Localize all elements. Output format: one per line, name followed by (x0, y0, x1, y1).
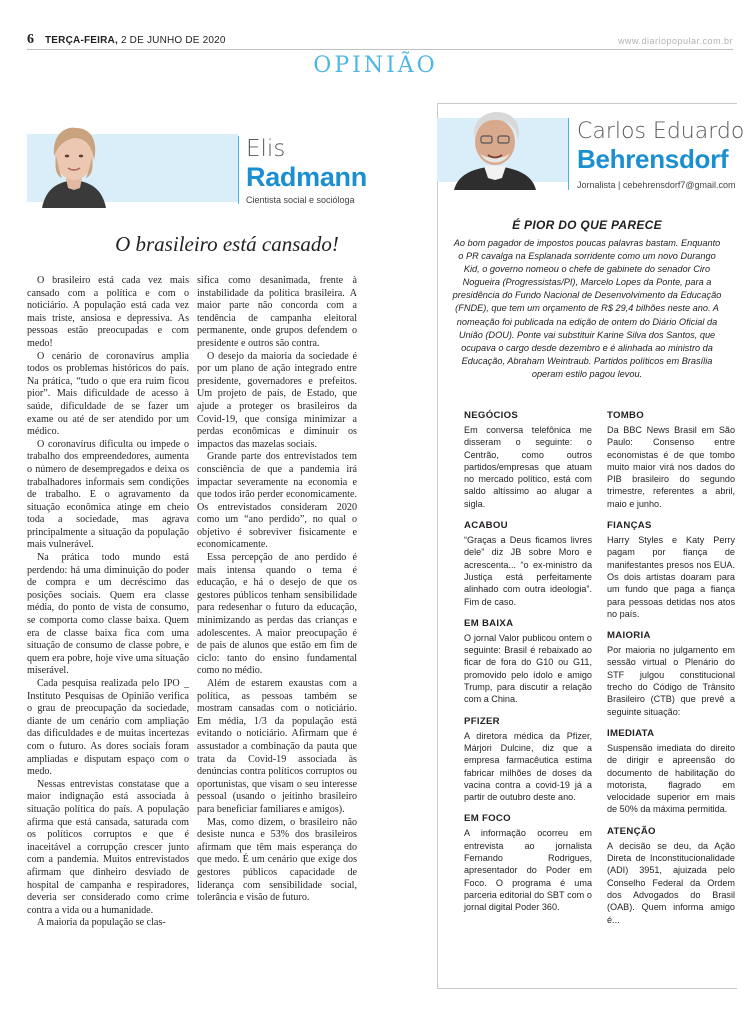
note-text: A diretora médica da Pfizer, Márjori Dulcine, diz que a empresa farmacêutica estima fabricar milhões de doses da vacina contra a covid-19 já a partir de outubro deste ano. (464, 730, 592, 803)
note-text: A decisão se deu, da Ação Direta de Inconstitucionalidade (ADI) 3951, ajuizada pelo Conselho Federal da Ordem dos Advogados do Brasil (OAB). Quem informa amigo é... (607, 840, 735, 925)
note-item (607, 728, 735, 816)
author-first-name-left: Elis (246, 136, 286, 162)
paragraph: Mas, como dizem, o brasileiro não desiste nunca e 53% dos brasileiros afirmam que têm mais esperança do que medo. É um cenário que exige dos gestores públicos capacidade de liderança com sensibilidade social, tolerância e visão de futuro. (197, 816, 357, 904)
paragraph: O desejo da maioria da sociedade é por um plano de ação integrado entre presidente, governadores e prefeitos. Um projeto de país, de Estado, que ajude a proteger os brasileiros da Covid-19, que consiga minimizar a perdas econômicas e diminuir os impactos das mazelas sociais. (197, 350, 357, 450)
paragraph: Nessas entrevistas constatase que a maior indignação está associada à situação política do país. A população afirma que está cansada, saturada com os políticos corruptos e que é inaceitável a corrupção crescer junto com a pandemia. Muitos entrevistados afirmam que dinheiro desviado de hospital de campanha e respiradores, deveria ser considerado como crime contra a vida ou a humanidade. (27, 778, 189, 916)
author-first-name-right: Carlos Eduardo (577, 119, 745, 144)
paragraph: A maioria da população se clas- (37, 917, 166, 929)
notes-column-left (464, 410, 592, 924)
note-text: Por maioria no julgamento em sessão virtual o Plenário do STF julgou constitucional trecho do Código de Trânsito Brasileiro (CTB) que prevê a seguinte situação: (607, 645, 735, 717)
paragraph: O coronavírus dificulta ou impede o trabalho dos empreendedores, aumenta o número de desempregados e deixa os trabalhadores informais sem condições de trabalho. E o agravamento da situação econômica atinge em cheio toda a sociedade, mas agrava principalmente a situação da população mais vulnerável. (27, 438, 189, 551)
right-intro: Ao bom pagador de impostos poucas palavras bastam. Enquanto o PR cavalga na Esplanada sorridente como um novo Durango Kid, o governo nomeou o chefe de gabinete do senador Ciro Nogueira (Progressistas/PI), Marcelo Lopes da Ponte, para a presidência do Fundo Nacional de Desenvolvimento da Educação (FNDE), que tem um orçamento de R$ 29,4 bilhões neste ano. A nomeação foi publicada na edição de ontem do Diário Oficial da União (DOU). Ponte vai substituir Karine Silva dos Santos, que ocupava o cargo desde dezembro e é alinhada ao ministro da Educação, Abraham Weintraub. Partidos políticos em Brasília operam estilo pagou levou. (452, 238, 722, 379)
paragraph: O cenário de coronavírus amplia todos os problemas históricos do país. Na prática, “tudo o que era ruim ficou pior”. Mais dificuldade de acesso à saúde, dificuldade de se fazer um exame ou até de ser atendido por um médico. (27, 350, 189, 438)
note-item (464, 520, 592, 608)
weekday: TERÇA-FEIRA, (45, 35, 118, 46)
note-title: IMEDIATA (607, 727, 655, 739)
note-text: Em conversa telefônica me disseram o seguinte: o Centrão, como outros partidos/empresas que atuam no mercado político, está com saldo altíssimo ao alugar a sigla. (464, 425, 592, 509)
dateline (45, 35, 226, 46)
paragraph: O brasileiro está cada vez mais cansado com a política e com o noticiário. A população está cada vez mais triste, ansiosa e depressiva. As pessoas estão preocupadas e com medo! (27, 275, 189, 349)
note-item (607, 630, 735, 718)
paragraph: Cada pesquisa realizada pelo IPO _ Instituto Pesquisas de Opinião verifica o grau de preocupação da sociedade, diante de um cenário com ampliação das dificuldades e de muitas incertezas com o futuro. As dores sociais foram ampliadas e disputam espaço com o medo. (27, 678, 189, 778)
page-header (0, 0, 751, 50)
note-item (464, 410, 592, 510)
site-url[interactable]: www.diariopopular.com.br (617, 36, 733, 46)
author-divider-right (568, 118, 569, 190)
note-text: A informação ocorreu em entrevista ao jornalista Fernando Rodrigues, apresentador do Poder em Foco. O programa é uma parceria editorial do SBT com o jornal digital Poder 360. (464, 828, 592, 913)
note-text: Suspensão imediata do direito de dirigir e apreensão do documento de habilitação do motorista, flagrado em velocidade superior em mais de 50% da máxima permitida. (607, 742, 735, 815)
note-item (464, 618, 592, 706)
article-column-2 (197, 275, 357, 1015)
author-last-name-right: Behrensdorf (577, 144, 729, 174)
paragraph: Grande parte dos entrevistados tem consciência de que a pandemia irá impactar severamente na economia e que todos irão perder economicamente. Os entrevistados consideram 2020 como um “ano perdido”, no qual o objetivo é sobreviver fisicamente e economicamente. (197, 451, 357, 551)
section-title: OPINIÃO (313, 53, 438, 78)
left-headline: O brasileiro está cansado! (115, 232, 339, 256)
note-text: Harry Styles e Katy Perry pagam por fiança de manifestantes presos nos EUA. Os dois artistas doaram para um fundo que paga a fiança para pessoas detidas nos atos no país. (607, 535, 735, 619)
note-item (607, 826, 735, 926)
header-rule (27, 49, 733, 50)
paragraph-continued: sifica como desanimada, frente à instabilidade da política brasileira. A maior parte não concorda com a tendência de campanha eleitoral permanente, onde grupos defendem o presidente e outros são contra. (197, 275, 357, 349)
note-text: O jornal Valor publicou ontem o seguinte: Brasil é rebaixado ao ficar de fora do G10 ou G11, promovido pelo ídolo e amigo Trump, para discutir a relação com a China. (464, 632, 592, 705)
note-title: MAIORIA (607, 630, 651, 642)
note-text: “Graças a Deus ficamos livres dele” diz JB sobre Moro e acrescenta... “o ex-ministro da Justiça está perfeitamente alinhado com outra ideologia”. Fim de caso. (464, 535, 592, 607)
author-photo-carlos (450, 108, 540, 190)
paragraph: Na prática todo mundo está perdendo: há uma diminuição do poder de compra e um decréscimo das posições sociais. Quem era classe média, do ponto de vista de consumo, se comporta como classe baixa. Quem era de classe baixa fica com uma situação de consumo de classe pobre, e quem era pobre, hoje vive uma situação miserável. (27, 552, 189, 677)
paragraph: Essa percepção de ano perdido é mais intensa quando o tema é educação, e há o desejo de que os gestores públicos tenham sensibilidade para redesenhar o futuro da educação, minimizando as perdas das crianças e adolescentes. A maior preocupação é de pais de alunos que estão em fim de ciclo: tanto do ensino fundamental como no médio. (197, 552, 357, 677)
note-item (607, 410, 735, 510)
right-headline: É PIOR DO QUE PARECE (512, 218, 662, 232)
note-title: EM FOCO (464, 813, 511, 825)
note-title: PFIZER (464, 715, 500, 727)
note-title: FIANÇAS (607, 520, 652, 532)
note-title: ACABOU (464, 520, 508, 532)
note-item (607, 520, 735, 620)
note-text: Da BBC News Brasil em São Paulo: Consenso entre economistas é de que tombo muito maior virá nos dados do PIB brasileiro do segundo trimestre, referentes a abril, maio e junho. (607, 425, 735, 509)
note-title: NEGÓCIOS (464, 410, 519, 421)
article-column-1 (27, 275, 189, 1015)
notes-column-right (607, 410, 735, 936)
author-photo-elis (28, 116, 120, 208)
date: 2 DE JUNHO DE 2020 (120, 35, 226, 46)
paragraph: Além de estarem exaustas com a política, as pessoas também se mostram cansadas com o noticiário. Em média, 1/3 da população está evitando o noticiário. Afirmam que é assustador a combinação da pauta que trata da Covid-19 associada às denúncias contra políticos corruptos ou oportunistas, que visam o seu interesse pessoal (usando o jeitinho brasileiro para beneficiar familiares e amigos). (197, 678, 357, 815)
note-item (464, 813, 592, 913)
note-title: TOMBO (607, 410, 645, 421)
author-divider-left (238, 136, 239, 204)
note-title: EM BAIXA (464, 617, 514, 629)
author-last-name-left: Radmann (246, 162, 367, 192)
note-title: ATENÇÃO (607, 825, 656, 837)
note-item (464, 716, 592, 804)
author-role-left: Cientista social e socióloga (246, 195, 355, 205)
author-role-right: Jornalista | cebehrensdorf7@gmail.com (577, 180, 736, 190)
page-number: 6 (27, 32, 34, 47)
